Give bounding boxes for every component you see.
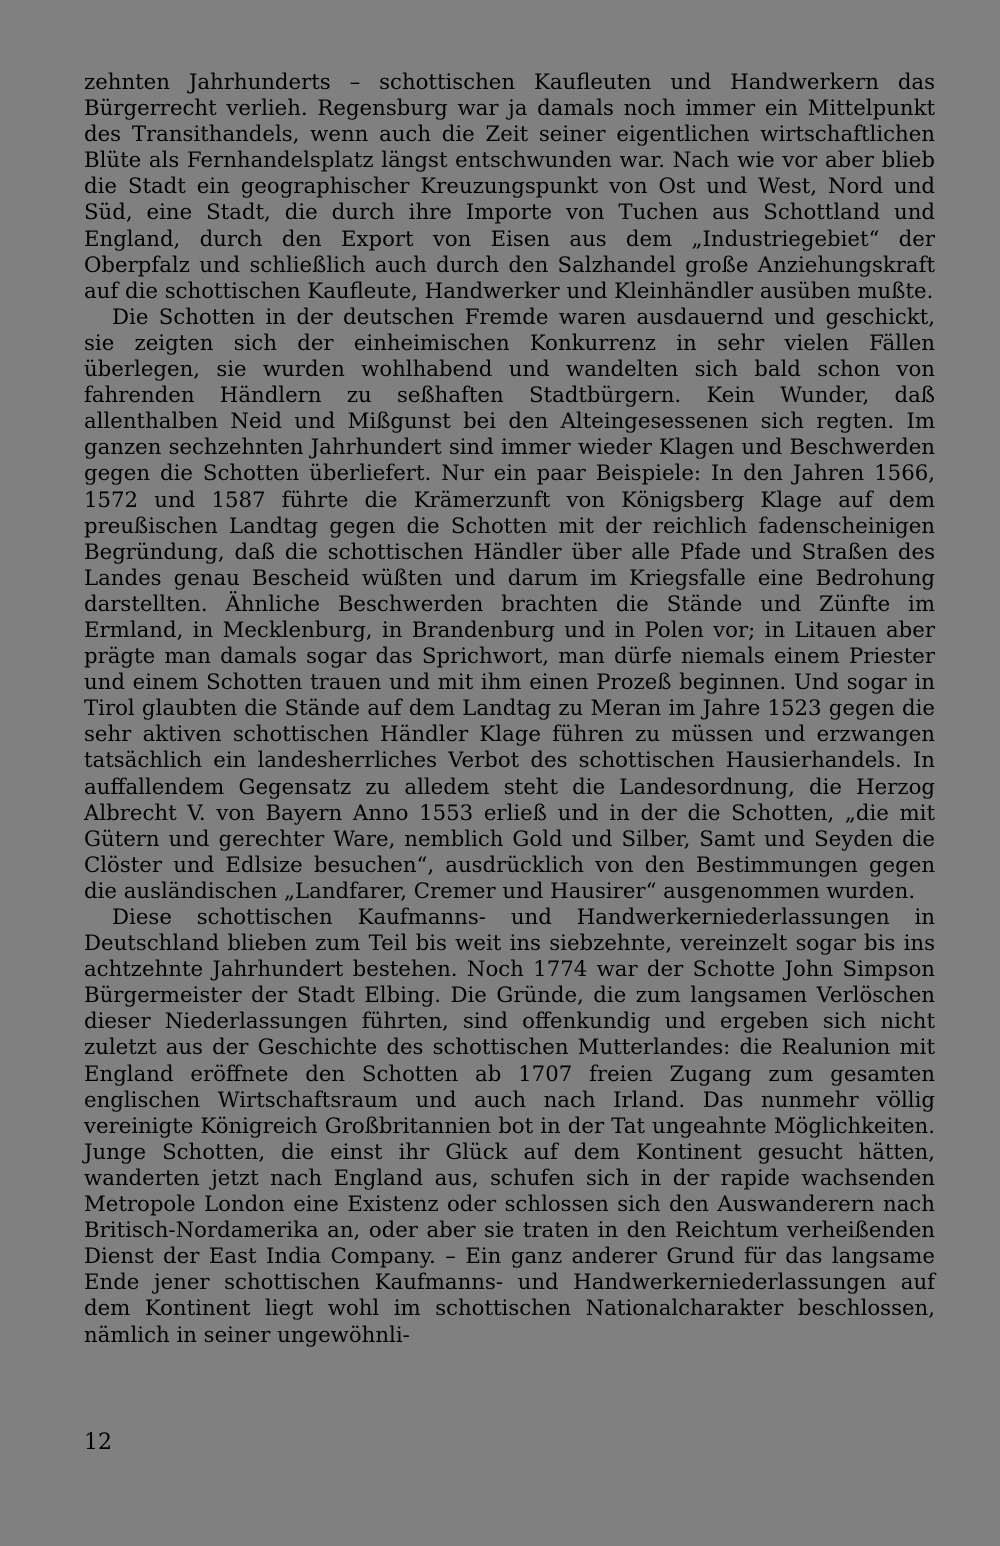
body-text (84, 70, 935, 1349)
paragraph-3: Diese schottischen Kaufmanns- und Handwerkerniederlassungen in Deutschland blieben zum Teil bis weit ins siebzehnte, vereinzelt sogar bis ins achtzehnte Jahrhundert bestehen. Noch 1774 war der Schotte John Simpson Bürgermeister der Stadt Elbing. Die Gründe, die zum langsamen Verlöschen dieser Niederlassungen führten, sind offenkundig und ergeben sich nicht zuletzt aus der Geschichte des schottischen Mutterlandes: die Realunion mit England eröffnete den Schotten ab 1707 freien Zugang zum gesamten englischen Wirtschaftsraum und auch nach Irland. Das nunmehr völlig vereinigte Königreich Großbritannien bot in der Tat ungeahnte Möglichkeiten. Junge Schotten, die einst ihr Glück auf dem Kontinent gesucht hätten, wanderten jetzt nach England aus, schufen sich in der rapide wachsenden Metropole London eine Existenz oder schlossen sich den Auswanderern nach Britisch-Nordamerika an, oder aber sie traten in den Reichtum verheißenden Dienst der East India Company. – Ein ganz anderer Grund für das langsame Ende jener schottischen Kaufmanns- und Handwerkerniederlassungen auf dem Kontinent liegt wohl im schottischen Nationalcharakter beschlossen, nämlich in seiner ungewöhnli- (84, 905, 935, 1348)
page-number: 12 (84, 1430, 112, 1455)
paragraph-1: zehnten Jahrhunderts – schottischen Kaufleuten und Handwerkern das Bürgerrecht verlieh. Regensburg war ja damals noch immer ein Mittelpunkt des Transithandels, wenn auch die Zeit seiner eigentlichen wirtschaftlichen Blüte als Fernhandelsplatz längst entschwunden war. Nach wie vor aber blieb die Stadt ein geographischer Kreuzungspunkt von Ost und West, Nord und Süd, eine Stadt, die durch ihre Importe von Tuchen aus Schottland und England, durch den Export von Eisen aus dem „Industriegebiet“ der Oberpfalz und schließlich auch durch den Salzhandel große Anziehungskraft auf die schottischen Kaufleute, Handwerker und Kleinhändler ausüben mußte. (84, 70, 935, 304)
paragraph-2: Die Schotten in der deutschen Fremde waren ausdauernd und geschickt, sie zeigten sich der einheimischen Konkurrenz in sehr vielen Fällen überlegen, sie wurden wohlhabend und wandelten sich bald schon von fahrenden Händlern zu seßhaften Stadtbürgern. Kein Wunder, daß allenthalben Neid und Mißgunst bei den Alteingesessenen sich regten. Im ganzen sechzehnten Jahrhundert sind immer wieder Klagen und Beschwerden gegen die Schotten überliefert. Nur ein paar Beispiele: In den Jahren 1566, 1572 und 1587 führte die Krämerzunft von Königsberg Klage auf dem preußischen Landtag gegen die Schotten mit der reichlich fadenscheinigen Begründung, daß die schottischen Händler über alle Pfade und Straßen des Landes genau Bescheid wüßten und darum im Kriegsfalle eine Bedrohung darstellten. Ähnliche Beschwerden brachten die Stände und Zünfte im Ermland, in Mecklenburg, in Brandenburg und in Polen vor; in Litauen aber prägte man damals sogar das Sprichwort, man dürfe niemals einem Priester und einem Schotten trauen und mit ihm einen Prozeß beginnen. Und sogar in Tirol glaubten die Stände auf dem Landtag zu Meran im Jahre 1523 gegen die sehr aktiven schottischen Händler Klage führen zu müssen und erzwangen tatsächlich ein landesherrliches Verbot des schottischen Hausierhandels. In auffallendem Gegensatz zu alledem steht die Landesordnung, die Herzog Albrecht V. von Bayern Anno 1553 erließ und in der die Schotten, „die mit Gütern und gerechter Ware, nemblich Gold und Silber, Samt und Seyden die Clöster und Edlsize besuchen“, ausdrücklich von den Bestimmungen gegen die ausländischen „Landfarer, Cremer und Hausirer“ ausgenommen wurden. (84, 304, 935, 904)
